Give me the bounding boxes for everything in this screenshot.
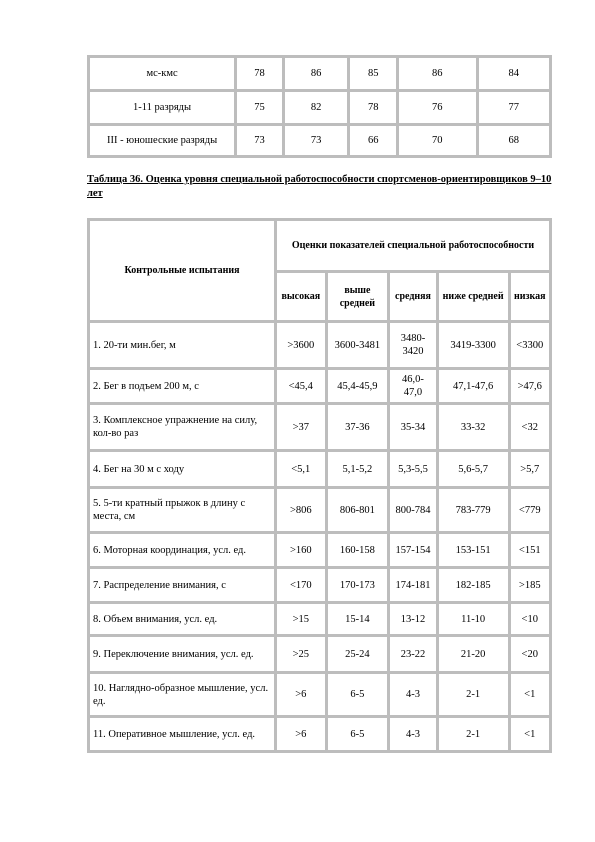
cell: 82: [283, 91, 349, 125]
cell: 5,3-5,5: [389, 451, 438, 488]
cell: >47,6: [509, 369, 550, 404]
cell: 5,1-5,2: [326, 451, 389, 488]
cell: <1: [509, 717, 550, 752]
table-row: [89, 673, 551, 717]
cell: <1: [509, 673, 550, 717]
cell: >15: [276, 603, 327, 636]
cell: 4-3: [389, 717, 438, 752]
table-row: [89, 533, 551, 568]
cell: >6: [276, 717, 327, 752]
cell: 21-20: [437, 636, 509, 673]
table-row: [89, 568, 551, 603]
cell: 70: [398, 125, 477, 157]
row-label: III - юношеские разряды: [89, 125, 236, 157]
test-name: 7. Распределение внимания, с: [89, 568, 276, 603]
cell: 25-24: [326, 636, 389, 673]
cell: 78: [236, 57, 284, 91]
cell: <20: [509, 636, 550, 673]
test-name: 8. Объем внимания, усл. ед.: [89, 603, 276, 636]
cell: >160: [276, 533, 327, 568]
cell: <10: [509, 603, 550, 636]
test-name: 1. 20-ти мин.бег, м: [89, 322, 276, 369]
row-label: 1-11 разряды: [89, 91, 236, 125]
cell: 78: [349, 91, 398, 125]
cell: 13-12: [389, 603, 438, 636]
cell: 783-779: [437, 488, 509, 533]
cell: 47,1-47,6: [437, 369, 509, 404]
level-header: низкая: [509, 272, 550, 322]
level-header: ниже средней: [437, 272, 509, 322]
cell: 174-181: [389, 568, 438, 603]
test-name: 10. Наглядно-образное мышление, усл. ед.: [89, 673, 276, 717]
cell: 182-185: [437, 568, 509, 603]
table-row: [89, 404, 551, 451]
table-row: [89, 717, 551, 752]
cell: >5,7: [509, 451, 550, 488]
cell: 76: [398, 91, 477, 125]
main-table: [87, 218, 552, 753]
cell: 157-154: [389, 533, 438, 568]
cell: 6-5: [326, 717, 389, 752]
cell: 37-36: [326, 404, 389, 451]
cell: 11-10: [437, 603, 509, 636]
top-table: [87, 55, 552, 158]
tests-header: Контрольные испытания: [89, 220, 276, 322]
cell: <32: [509, 404, 550, 451]
cell: 77: [477, 91, 551, 125]
cell: 15-14: [326, 603, 389, 636]
cell: <170: [276, 568, 327, 603]
cell: >6: [276, 673, 327, 717]
level-header: высокая: [276, 272, 327, 322]
cell: 3419-3300: [437, 322, 509, 369]
cell: 3600-3481: [326, 322, 389, 369]
cell: 806-801: [326, 488, 389, 533]
cell: <5,1: [276, 451, 327, 488]
cell: >3600: [276, 322, 327, 369]
row-label: мс-кмс: [89, 57, 236, 91]
level-header: выше средней: [326, 272, 389, 322]
cell: 75: [236, 91, 284, 125]
table-row: [89, 57, 551, 91]
cell: >25: [276, 636, 327, 673]
table-row: [89, 451, 551, 488]
cell: 35-34: [389, 404, 438, 451]
cell: <3300: [509, 322, 550, 369]
cell: 800-784: [389, 488, 438, 533]
cell: 46,0-47,0: [389, 369, 438, 404]
test-name: 11. Оперативное мышление, усл. ед.: [89, 717, 276, 752]
cell: 153-151: [437, 533, 509, 568]
cell: 86: [283, 57, 349, 91]
cell: 5,6-5,7: [437, 451, 509, 488]
cell: <779: [509, 488, 550, 533]
cell: 45,4-45,9: [326, 369, 389, 404]
table-row: [89, 636, 551, 673]
table-row: [89, 91, 551, 125]
cell: >185: [509, 568, 550, 603]
cell: 85: [349, 57, 398, 91]
table-row: [89, 488, 551, 533]
cell: 3480-3420: [389, 322, 438, 369]
cell: 170-173: [326, 568, 389, 603]
cell: 33-32: [437, 404, 509, 451]
cell: 73: [283, 125, 349, 157]
test-name: 5. 5-ти кратный прыжок в длину с места, см: [89, 488, 276, 533]
group-header: Оценки показателей специальной работоспособности: [276, 220, 551, 272]
table-row: [89, 603, 551, 636]
cell: 2-1: [437, 717, 509, 752]
level-header: средняя: [389, 272, 438, 322]
cell: 23-22: [389, 636, 438, 673]
cell: 4-3: [389, 673, 438, 717]
cell: 2-1: [437, 673, 509, 717]
test-name: 4. Бег на 30 м с ходу: [89, 451, 276, 488]
cell: <151: [509, 533, 550, 568]
cell: >806: [276, 488, 327, 533]
cell: 68: [477, 125, 551, 157]
table-caption: Таблица 36. Оценка уровня специальной работоспособности спортсменов-ориентировщиков 9–10 лет: [87, 174, 552, 199]
test-name: 9. Переключение внимания, усл. ед.: [89, 636, 276, 673]
cell: 73: [236, 125, 284, 157]
cell: >37: [276, 404, 327, 451]
header-row: [89, 220, 551, 272]
test-name: 3. Комплексное упражнение на силу, кол-во раз: [89, 404, 276, 451]
test-name: 6. Моторная координация, усл. ед.: [89, 533, 276, 568]
table-row: [89, 322, 551, 369]
test-name: 2. Бег в подъем 200 м, с: [89, 369, 276, 404]
cell: 160-158: [326, 533, 389, 568]
table-row: [89, 125, 551, 157]
cell: <45,4: [276, 369, 327, 404]
table-row: [89, 369, 551, 404]
cell: 6-5: [326, 673, 389, 717]
cell: 86: [398, 57, 477, 91]
cell: 84: [477, 57, 551, 91]
cell: 66: [349, 125, 398, 157]
